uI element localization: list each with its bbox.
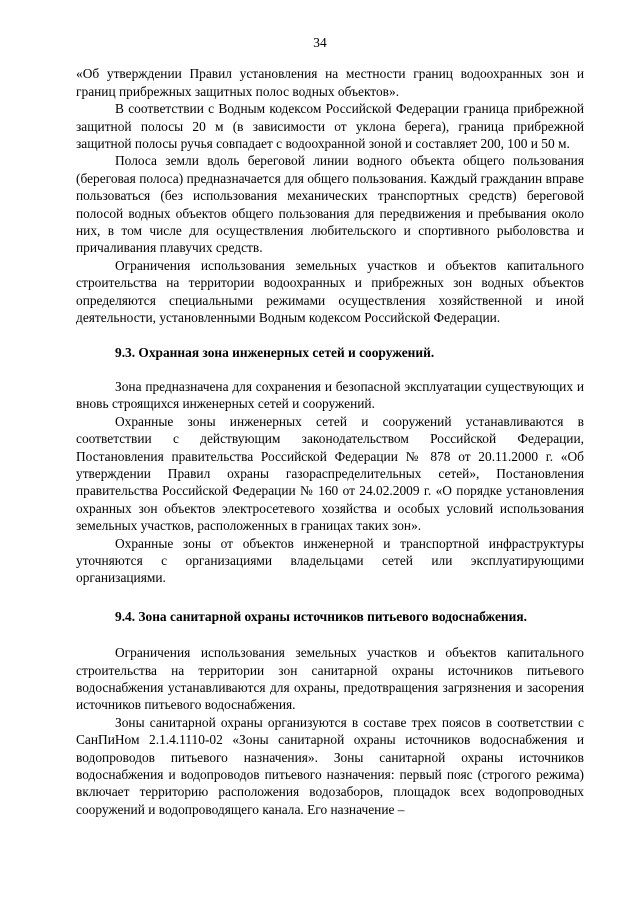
paragraph: В соответствии с Водным кодексом Российской Федерации граница прибрежной защитной полосы 20 м (в зависимости от уклона берега), граница прибрежной защитной полосы ручья совпадает с водоохранной зоной и составляет 200, 100 и 50 м. bbox=[76, 101, 584, 152]
page-number: 34 bbox=[313, 35, 327, 50]
paragraph: Полоса земли вдоль береговой линии водного объекта общего пользования (береговая полоса) предназначается для общего пользования. Каждый гражданин вправе пользоваться (без использования механических транспортных средств) береговой полосой водных объектов общего пользования для передвижения и пребывания около них, в том числе для осуществления любительского и спортивного рыболовства и причаливания плавучих средств. bbox=[76, 153, 584, 256]
paragraph: Зоны санитарной охраны организуются в составе трех поясов в соответствии с СанПиНом 2.1.4.1110-02 «Зоны санитарной охраны источников водоснабжения и водопроводов питьевого назначения». Зоны санитарной охраны источников водоснабжения и водопроводов питьевого назначения: первый пояс (строгого режима) включает территорию расположения водозаборов, площадок всех водопроводных сооружений и водопроводящего канала. Его назначение – bbox=[76, 714, 584, 817]
paragraph: Охранные зоны инженерных сетей и сооружений устанавливаются в соответствии с действующим законодательством Российской Федерации, Постановления правительства Российской Федерации № 878 от 20.11.2000 г. «Об утверждении Правил охраны газораспределительных сетей», Постановления правительства Российской Федерации № 160 от 24.02.2009 г. «О порядке установления охранных зон объектов электросетевого хозяйства и особых условий использования земельных участков, расположенных в границах таких зон». bbox=[76, 413, 584, 534]
paragraph: «Об утверждении Правил установления на местности границ водоохранных зон и границ прибрежных защитных полос водных объектов». bbox=[76, 66, 584, 99]
paragraph: Ограничения использования земельных участков и объектов капитального строительства на территории зон санитарной охраны источников питьевого водоснабжения устанавливаются для охраны, предотвращения загрязнения и засорения источников питьевого водоснабжения. bbox=[76, 645, 584, 713]
section-heading-9-3: 9.3. Охранная зона инженерных сетей и сооружений. bbox=[115, 344, 435, 360]
paragraph: Охранные зоны от объектов инженерной и транспортной инфраструктуры уточняются с организациями владельцами сетей или эксплуатирующими организациями. bbox=[76, 535, 584, 586]
paragraph: Зона предназначена для сохранения и безопасной эксплуатации существующих и вновь строящихся инженерных сетей и сооружений. bbox=[76, 378, 584, 412]
paragraph: Ограничения использования земельных участков и объектов капитального строительства на территории водоохранных и прибрежных зон водных объектов определяются специальными режимами осуществления хозяйственной и иной деятельности, установленными Водным кодексом Российской Федерации. bbox=[76, 257, 584, 326]
section-heading-9-4: 9.4. Зона санитарной охраны источников питьевого водоснабжения. bbox=[115, 608, 527, 624]
